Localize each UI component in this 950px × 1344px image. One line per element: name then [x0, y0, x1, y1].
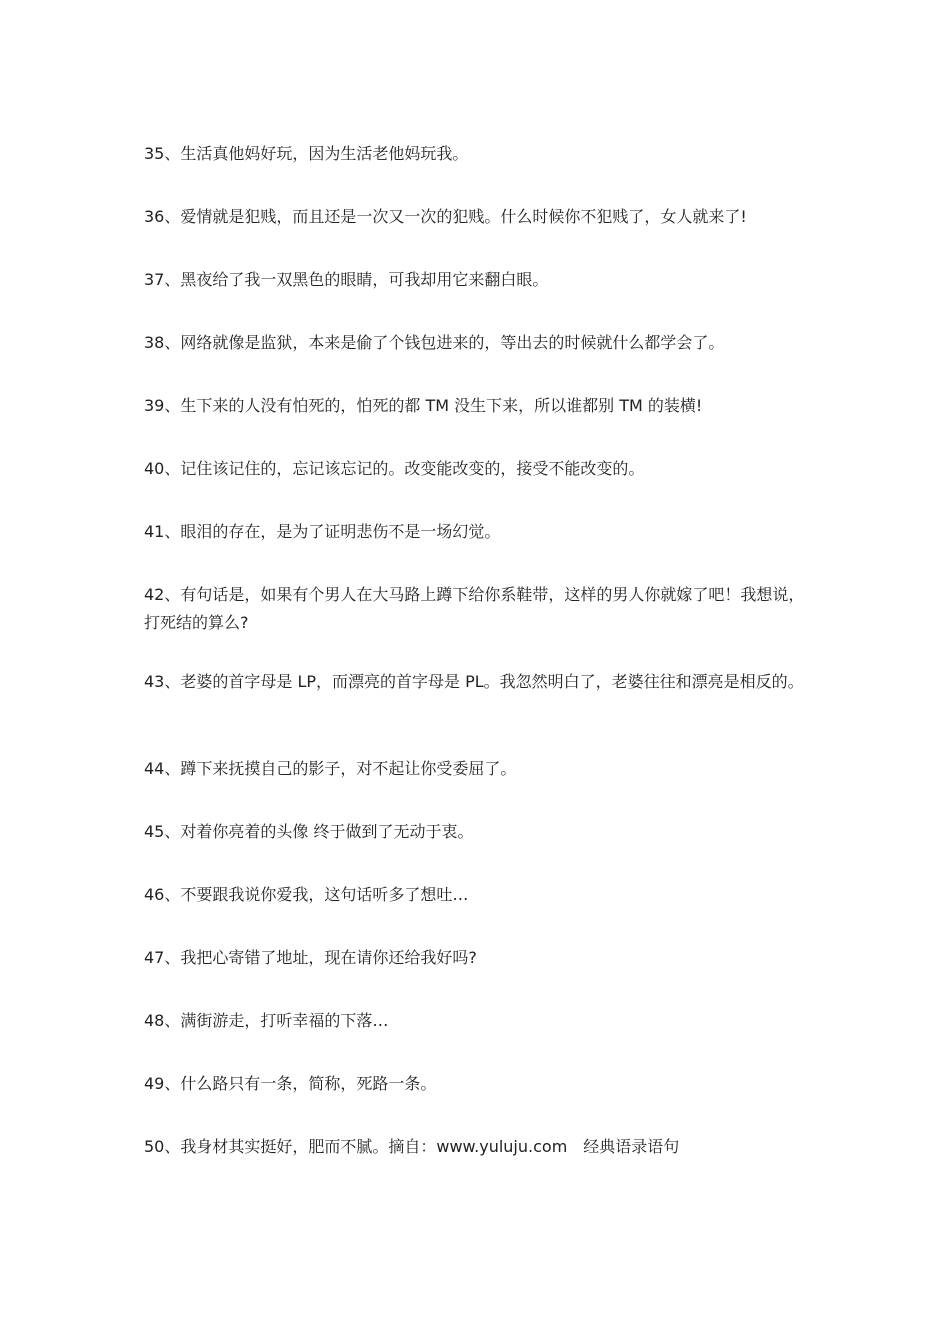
- quote-44: 44、蹲下来抚摸自己的影子，对不起让你受委屈了。: [144, 759, 517, 778]
- quote-38: 38、网络就像是监狱，本来是偷了个钱包进来的，等出去的时候就什么都学会了。: [144, 333, 725, 352]
- quote-36: 36、爱情就是犯贱，而且还是一次又一次的犯贱。什么时候你不犯贱了，女人就来了!: [144, 207, 747, 226]
- quote-49: 49、什么路只有一条，简称，死路一条。: [144, 1074, 437, 1093]
- quote-43: 43、老婆的首字母是 LP，而漂亮的首字母是 PL。我忽然明白了，老婆往往和漂亮是相反的。: [144, 672, 804, 691]
- document-body: [144, 140, 812, 1196]
- quote-42: 42、有句话是，如果有个男人在大马路上蹲下给你系鞋带，这样的男人你就嫁了吧！我想说，打死结的算么?: [144, 585, 805, 632]
- quote-39: 39、生下来的人没有怕死的，怕死的都 TM 没生下来，所以谁都别 TM 的装横!: [144, 396, 703, 415]
- quote-46: 46、不要跟我说你爱我，这句话听多了想吐…: [144, 885, 469, 904]
- quote-48: 48、满街游走，打听幸福的下落…: [144, 1011, 389, 1030]
- quote-41: 41、眼泪的存在，是为了证明悲伤不是一场幻觉。: [144, 522, 501, 541]
- quote-35: 35、生活真他妈好玩，因为生活老他妈玩我。: [144, 144, 469, 163]
- quote-47: 47、我把心寄错了地址，现在请你还给我好吗?: [144, 948, 477, 967]
- quote-37: 37、黑夜给了我一双黑色的眼睛，可我却用它来翻白眼。: [144, 270, 549, 289]
- quote-40: 40、记住该记住的，忘记该忘记的。改变能改变的，接受不能改变的。: [144, 459, 645, 478]
- quote-45: 45、对着你亮着的头像 终于做到了无动于衷。: [144, 822, 474, 841]
- quote-50: 50、我身材其实挺好，肥而不腻。摘自：www.yuluju.com 经典语录语句: [144, 1137, 680, 1156]
